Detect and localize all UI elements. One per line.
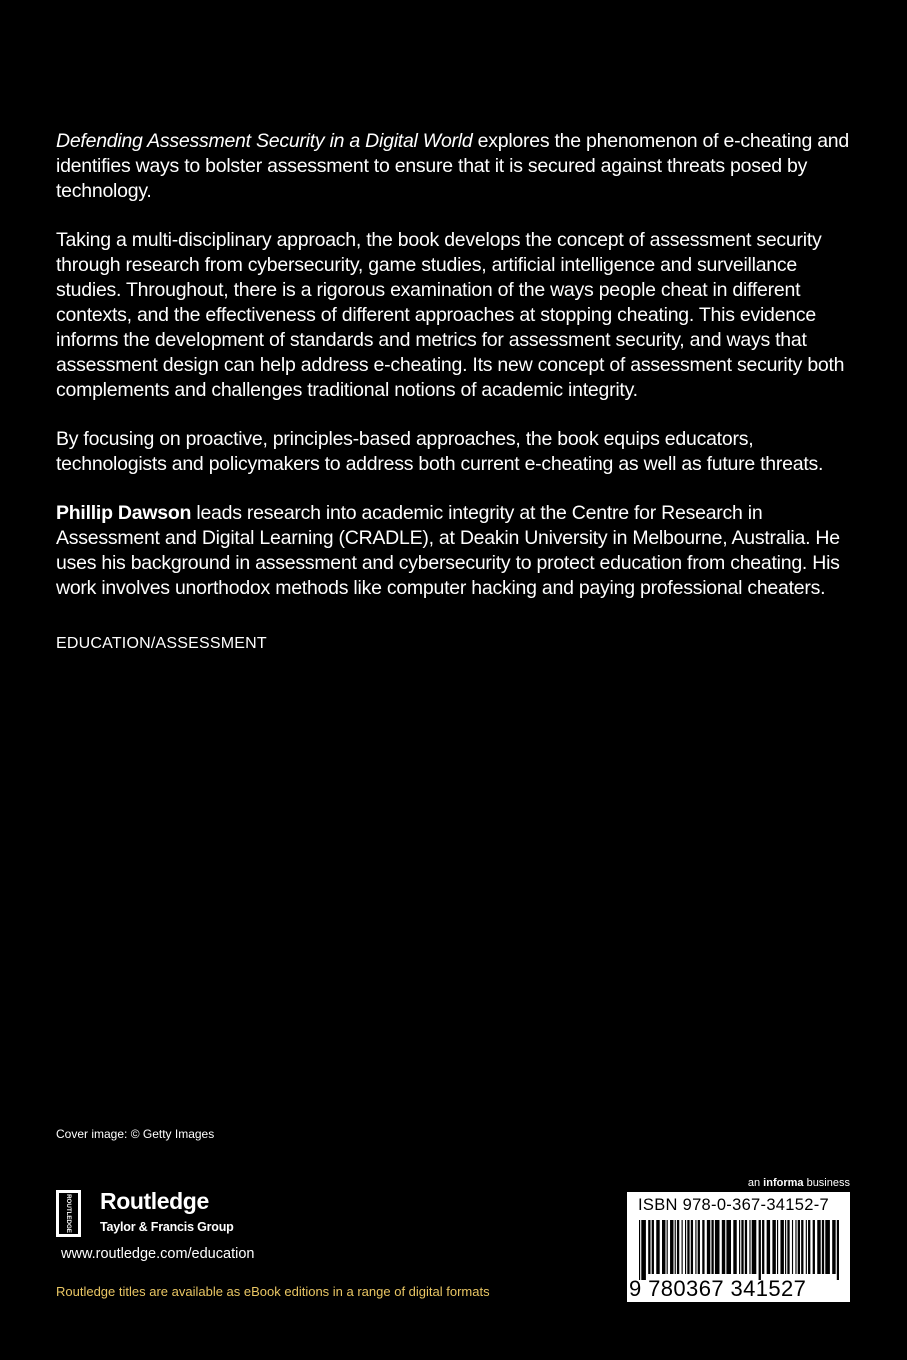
isbn-barcode [627,1192,850,1302]
author-bio [56,501,856,601]
routledge-logo-icon [56,1190,81,1237]
barcode-bar [739,1220,740,1274]
ebook-note: Routledge titles are available as eBook editions in a range of digital formats [56,1284,490,1299]
barcode-bar [687,1220,689,1274]
barcode-bar [648,1220,650,1274]
barcode-bar [667,1220,668,1274]
blurb-paragraph-2: Taking a multi-disciplinary approach, the book develops the concept of assessment security through research from cybersecurity, game studies, artificial intelligence and surveillance studies. Throughout, there is a rigorous examination of the ways people cheat in different contexts, and the effectiveness of different approaches at stopping cheating. This evidence informs the development of standards and metrics for assessment security, and ways that assessment design can help address e-cheating. Its new concept of assessment security both complements and challenges traditional notions of academic integrity. [56,229,845,401]
barcode-bar [759,1220,761,1280]
barcode-bar [832,1220,835,1274]
barcode-bar [808,1220,810,1274]
barcode-bar [749,1220,750,1274]
blurb-paragraph-3: By focusing on proactive, principles-based approaches, the book equips educators, technologists and policymakers to address both current e-cheating as well as future threats. [56,428,824,475]
informa-brand: informa [763,1177,804,1189]
barcode-bar [792,1220,793,1274]
barcode-bar [715,1220,720,1274]
blurb-paragraph-1-text: explores the phenomenon of e-cheating and identifies ways to bolster assessment to ensure that it is secured against threats posed by technology. [56,130,849,202]
logo-mark-text: ROUTLEDGE [65,1194,72,1233]
barcode-bar [767,1220,770,1274]
barcode-bar [702,1220,704,1274]
barcode-bar [662,1220,665,1274]
barcode-bar [707,1220,710,1274]
barcode-bar [652,1220,654,1274]
barcode-bar [641,1220,646,1280]
barcode-bar [698,1220,700,1274]
barcode-bar [801,1220,803,1274]
barcode-bar [798,1220,800,1274]
barcode-bar [825,1220,830,1274]
barcode-bar [741,1220,743,1274]
barcode-bar [772,1220,775,1274]
book-title: Defending Assessment Security in a Digital World [56,130,473,152]
informa-suffix: business [803,1177,850,1189]
author-bio-text: leads research into academic integrity at the Centre for Research in Assessment and Digital Learning (CRADLE), at Deakin University in Melbourne, Australia. He uses his background in assessment and cybersecurity to protect education from cheating. His work involves unorthodox methods like computer hacking and paying professional cheaters. [56,502,840,599]
barcode-bar [682,1220,683,1274]
author-name: Phillip Dawson [56,502,192,524]
barcode-bar [780,1220,783,1274]
informa-tagline [748,1177,850,1189]
barcode-bar [785,1220,786,1274]
barcode-bar [685,1220,686,1274]
barcode-bars [639,1220,839,1280]
subject-category: EDUCATION/ASSESSMENT [56,635,267,652]
publisher-group: Taylor & Francis Group [100,1220,234,1234]
isbn-label: ISBN 978-0-367-34152-7 [638,1196,829,1214]
informa-prefix: an [747,1177,764,1189]
publisher-name: Routledge [100,1188,209,1214]
publisher-url[interactable]: www.routledge.com/education [61,1246,255,1262]
barcode-bar [822,1220,824,1274]
barcode-bar [726,1220,731,1274]
barcode-bar [752,1220,757,1274]
barcode-bar [677,1220,679,1274]
back-cover-blurb [56,129,856,680]
barcode-bar [837,1220,839,1280]
blurb-paragraph-1 [56,129,856,204]
barcode-bar [813,1220,815,1274]
barcode-bar [722,1220,725,1274]
barcode-bar [711,1220,713,1274]
barcode-bar [670,1220,673,1274]
barcode-bar [795,1220,796,1274]
barcode-bar [675,1220,676,1274]
barcode-bar [639,1220,640,1280]
barcode-bar [806,1220,807,1274]
barcode-bar [762,1220,764,1274]
barcode-bar [787,1220,789,1274]
cover-image-credit: Cover image: © Getty Images [56,1127,215,1141]
barcode-bar [733,1220,736,1274]
barcode-bar [777,1220,778,1274]
barcode-bar [695,1220,696,1274]
ean-digits: 9 780367 341527 [629,1276,807,1301]
barcode-bar [745,1220,747,1274]
barcode-bar [817,1220,820,1274]
barcode-bar [656,1220,659,1274]
barcode-bar [691,1220,693,1274]
